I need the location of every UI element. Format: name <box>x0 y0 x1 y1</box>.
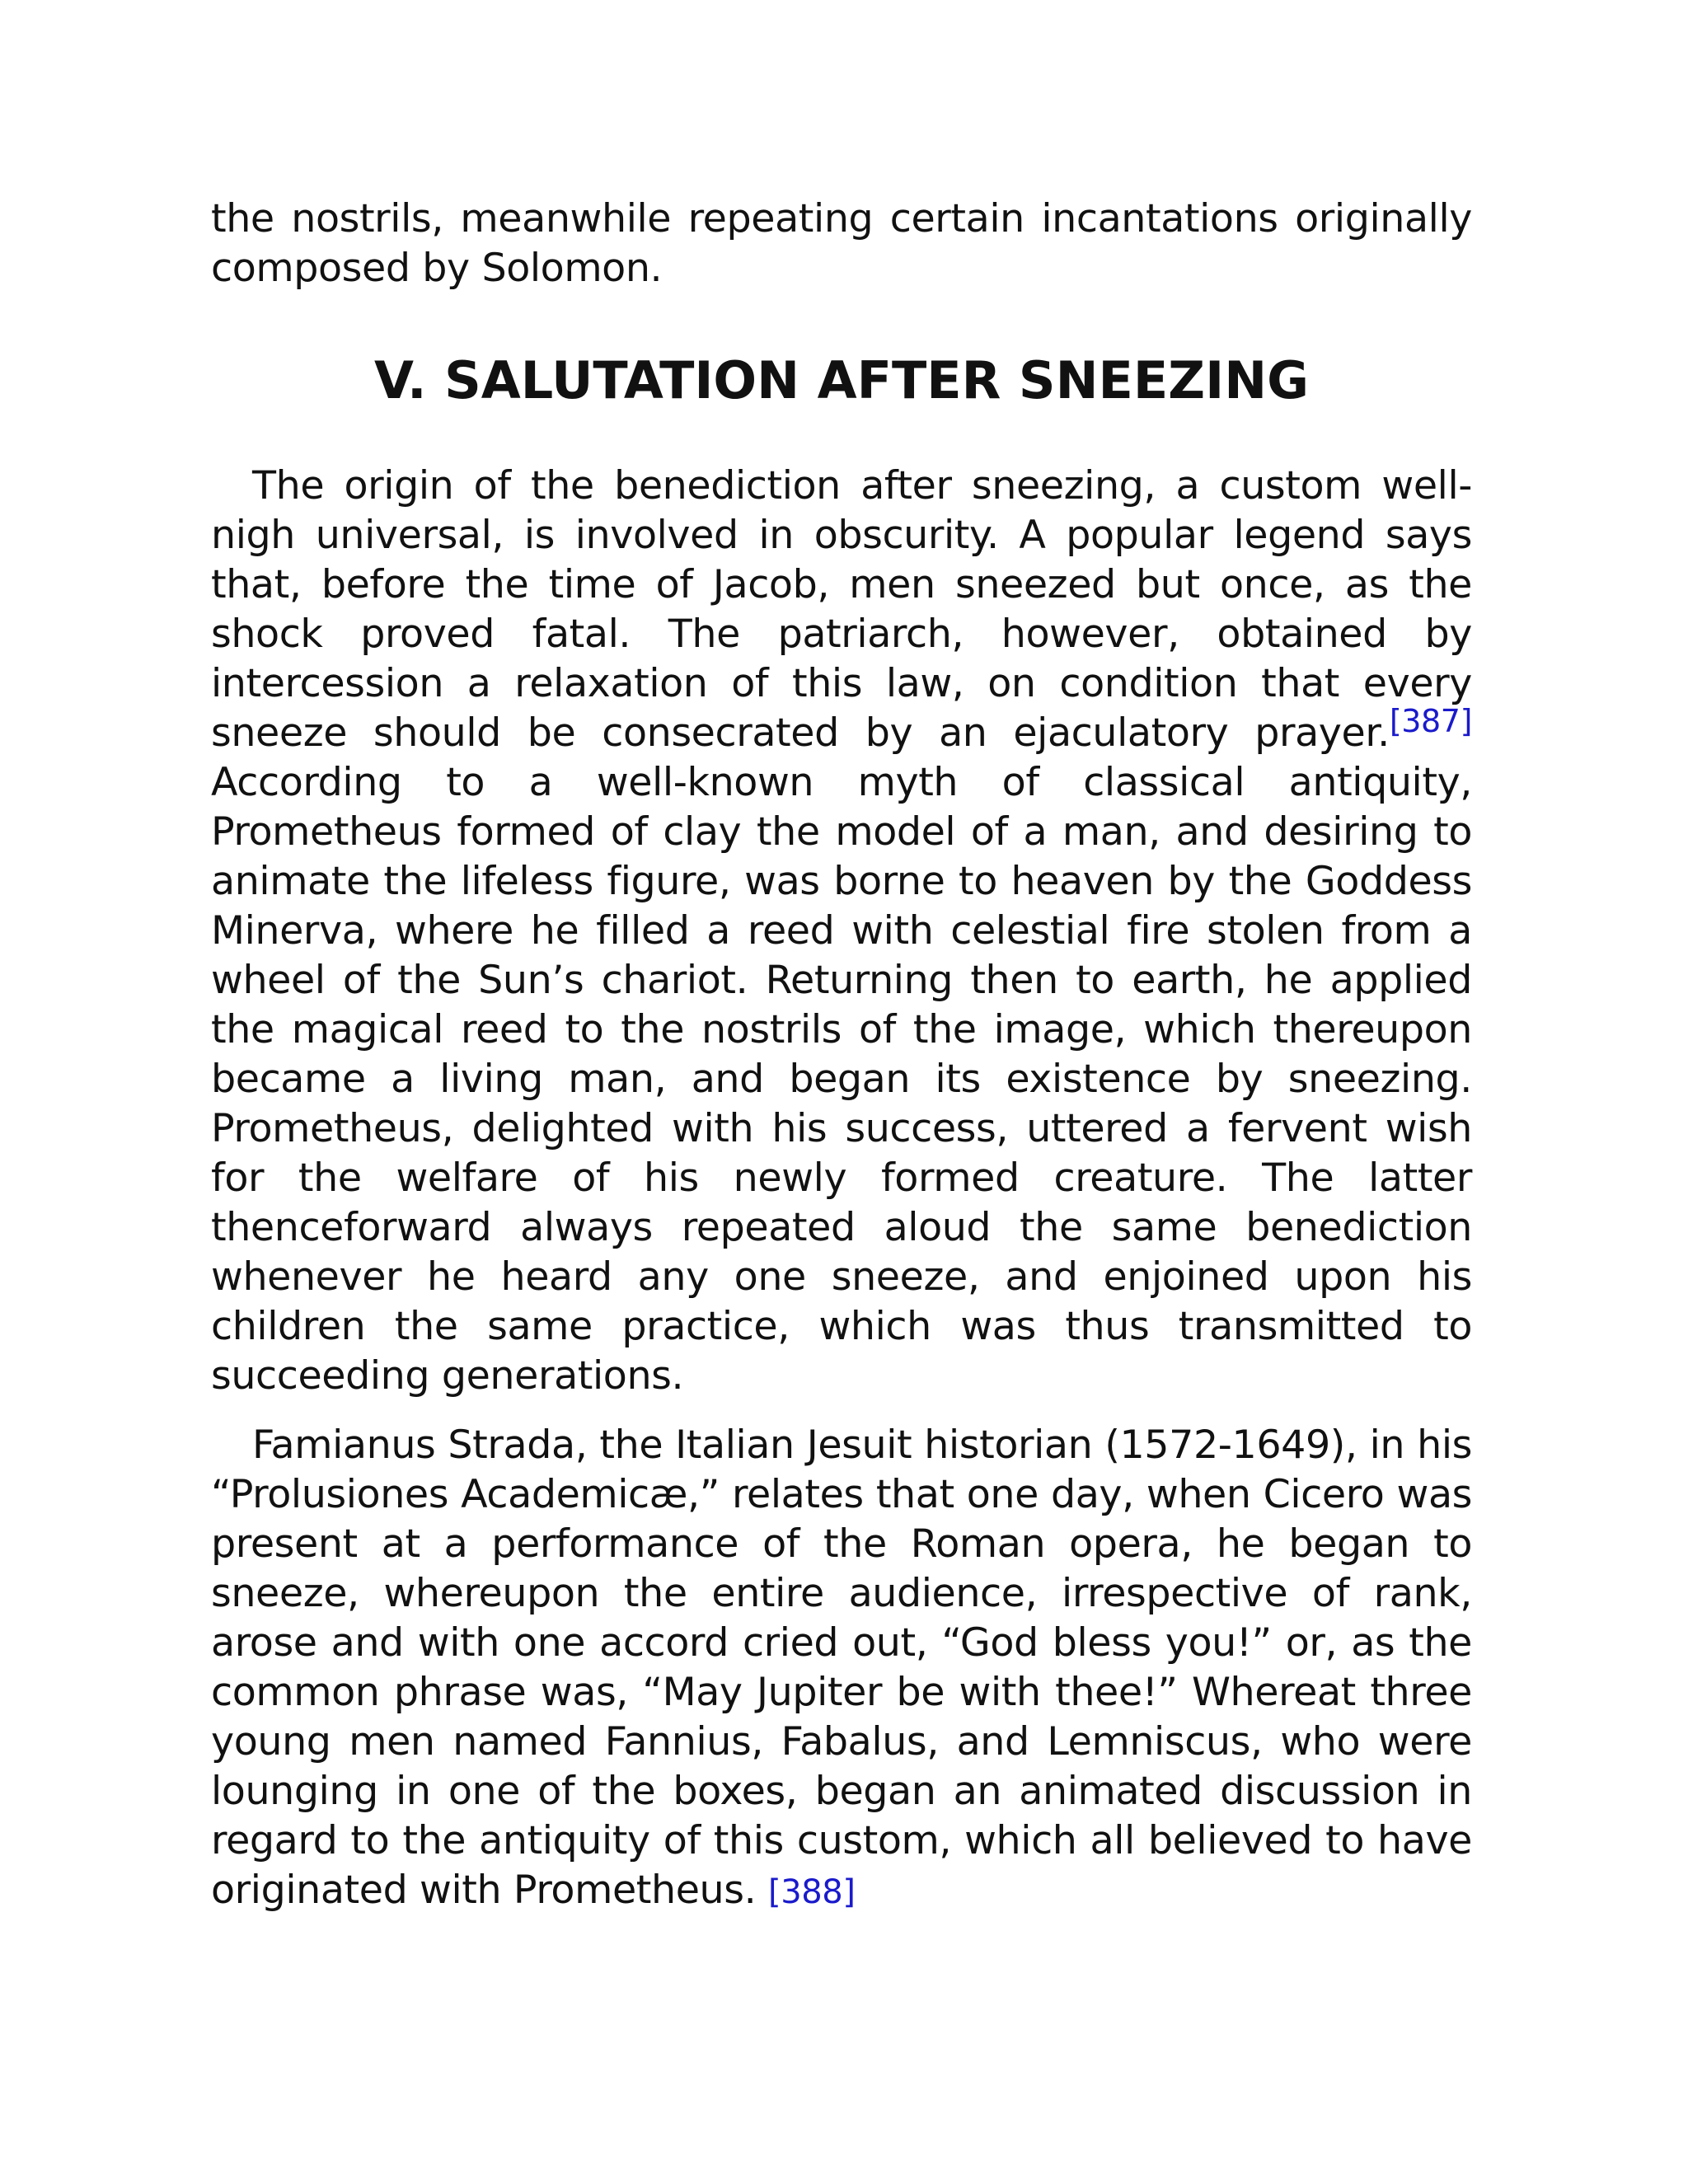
section-heading: V. SALUTATION AFTER SNEEZING <box>374 350 1309 410</box>
paragraph-text-part-b: According to a well-known myth of classical antiquity, Prometheus formed of clay the model of a man, and desiring to animate the lifeless figure, was borne to heaven by the Goddess Minerva, where he filled a reed with celestial fire stolen from a wheel of the Sun’s chariot. Returning then to earth, he applied the magical reed to the nostrils of the image, which thereupon became a living man, and began its existence by sneezing. Prometheus, delighted with his success, uttered a fervent wish for the welfare of his newly formed creature. The latter thenceforward always repeated aloud the same benediction whenever he heard any one sneeze, and enjoined upon his children the same practice, which was thus transmitted to succeeding generations. <box>211 760 1472 1399</box>
paragraph-text: Famianus Strada, the Italian Jesuit historian (1572-1649), in his “Prolusiones Academicæ,” relates that one day, when Cicero was present at a performance of the Roman opera, he began to sneeze, whereupon the entire audience, irrespective of rank, arose and with one accord cried out, “God bless you!” or, as the common phrase was, “May Jupiter be with thee!” Whereat three young men named Fannius, Fabalus, and Lemniscus, who were lounging in one of the boxes, began an animated discussion in regard to the antiquity of this custom, which all believed to have originated with Prometheus. <box>211 1422 1472 1913</box>
document-page <box>211 194 1472 1915</box>
paragraph-strada-anecdote <box>211 1421 1472 1915</box>
lead-paragraph: the nostrils, meanwhile repeating certain incantations originally composed by Solomon. <box>211 196 1472 291</box>
footnote-link-388[interactable]: [388] <box>767 1873 856 1911</box>
paragraph-origin-of-benediction <box>211 462 1472 1401</box>
footnote-link-387[interactable]: [387] <box>1389 702 1472 739</box>
paragraph-text-part-a: The origin of the benediction after sneezing, a custom well-nigh universal, is involved in obscurity. A popular legend says that, before the time of Jacob, men sneezed but once, as the shock proved fatal. The patriarch, however, obtained by intercession a relaxation of this law, on condition that every sneeze should be consecrated by an ejaculatory prayer. <box>211 463 1472 756</box>
